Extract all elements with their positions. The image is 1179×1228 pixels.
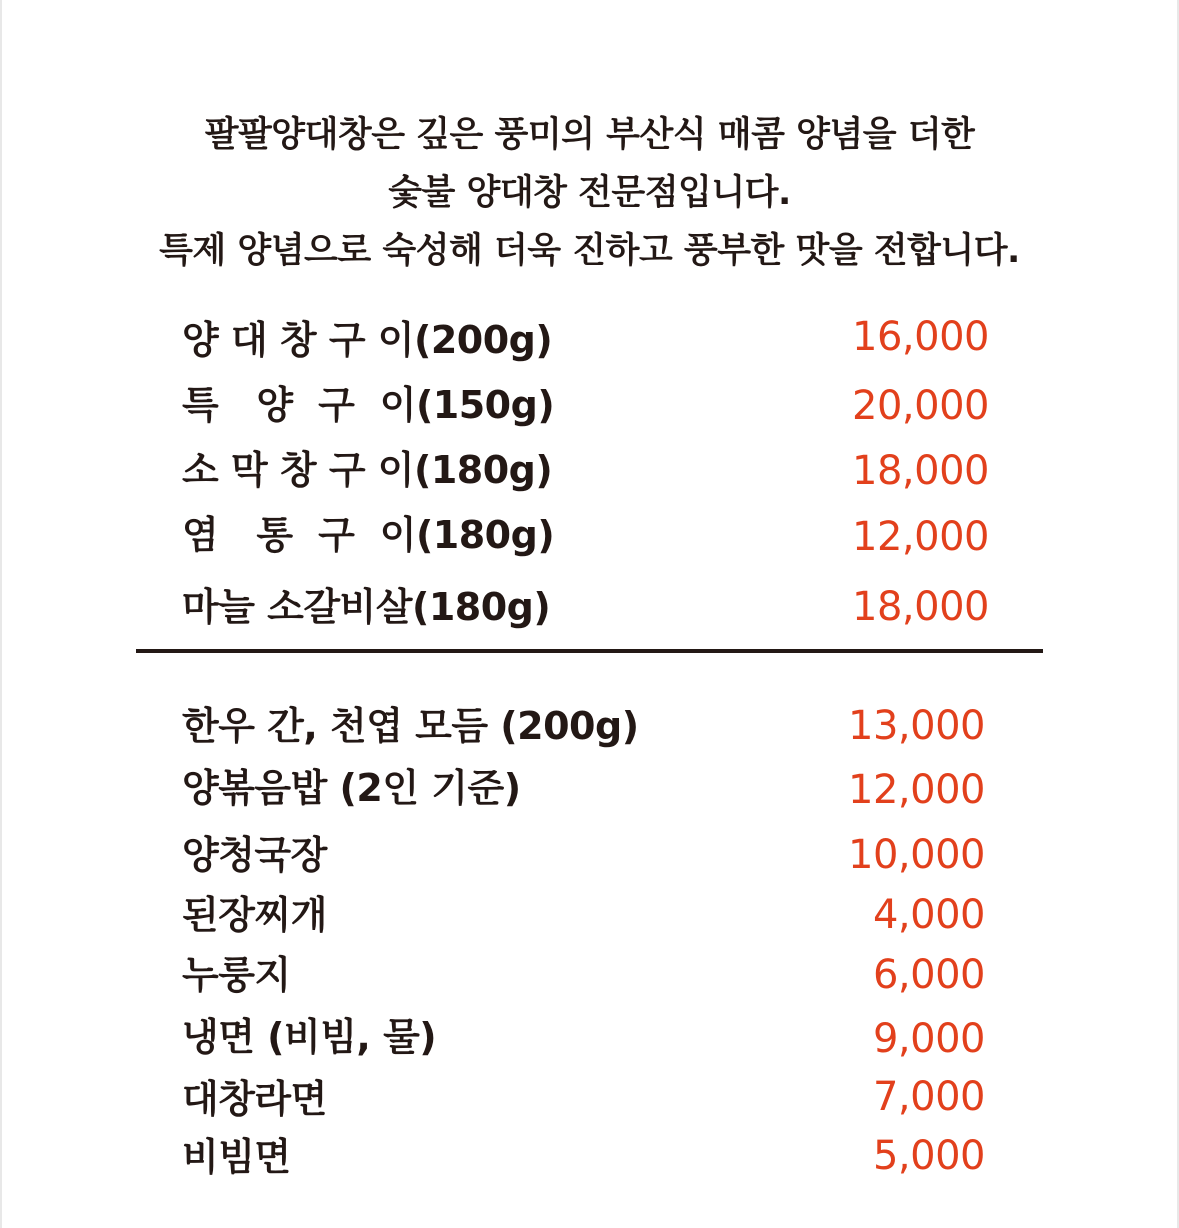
menu-item-price: 5,000 — [872, 1133, 985, 1179]
restaurant-intro — [0, 106, 1179, 280]
menu-item-name: 양볶음밥 (2인 기준) — [182, 766, 521, 810]
menu-item-name: 염 통 구 이(180g) — [182, 513, 555, 557]
menu-item-name: 대창라면 — [182, 1077, 327, 1121]
menu-item-price: 16,000 — [852, 314, 989, 360]
section-divider — [136, 649, 1043, 653]
menu-item-name: 된장찌개 — [182, 893, 327, 937]
menu-item-name: 비빔면 — [182, 1135, 291, 1179]
menu-item-price: 9,000 — [872, 1016, 985, 1062]
menu-item-price: 12,000 — [852, 514, 989, 560]
menu-item-name: 냉면 (비빔, 물) — [182, 1015, 437, 1059]
menu-item-name: 누룽지 — [182, 953, 291, 997]
intro-line-3: 특제 양념으로 숙성해 더욱 진하고 풍부한 맛을 전합니다. — [159, 231, 1020, 271]
menu-item-price: 13,000 — [848, 703, 985, 749]
menu-item-name: 특 양 구 이(150g) — [182, 383, 555, 427]
menu-item-price: 4,000 — [872, 892, 985, 938]
menu-item-price: 6,000 — [872, 952, 985, 998]
menu-item-name: 양청국장 — [182, 833, 327, 877]
menu-item-price: 7,000 — [872, 1074, 985, 1120]
menu-item-price: 10,000 — [848, 832, 985, 878]
intro-line-1: 팔팔양대창은 깊은 풍미의 부산식 매콤 양념을 더한 — [204, 115, 975, 155]
menu-item-name: 양 대 창 구 이(200g) — [182, 318, 553, 362]
menu-item-price: 18,000 — [852, 584, 989, 630]
menu-item-name: 소 막 창 구 이(180g) — [182, 448, 553, 492]
menu-item-price: 20,000 — [852, 383, 989, 429]
menu-item-price: 18,000 — [852, 448, 989, 494]
menu-item-name: 한우 간, 천엽 모듬 (200g) — [182, 704, 639, 748]
intro-line-2: 숯불 양대창 전문점입니다. — [388, 173, 791, 213]
menu-item-price: 12,000 — [848, 767, 985, 813]
menu-item-name: 마늘 소갈비살(180g) — [182, 585, 551, 629]
